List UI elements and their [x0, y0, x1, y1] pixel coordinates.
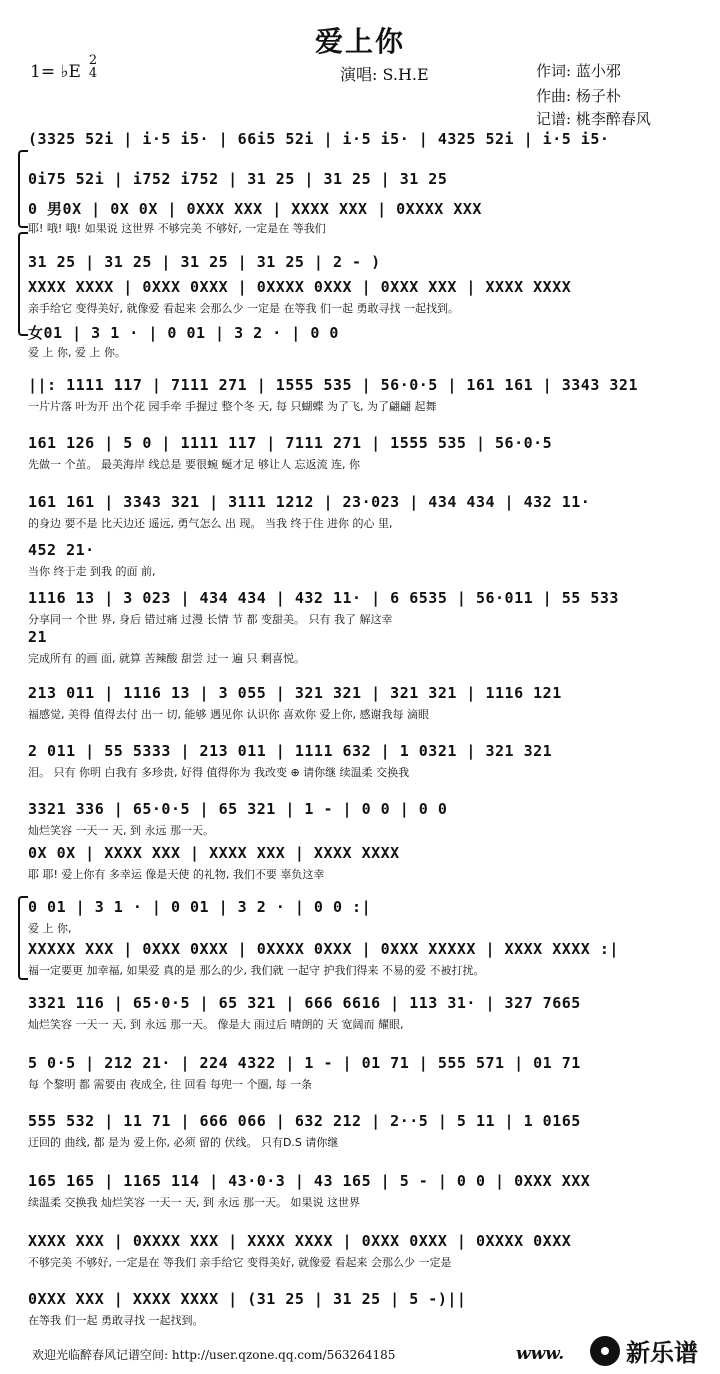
system-brace [18, 896, 28, 980]
transcriber: 记谱: 桃李醉春风 [536, 110, 651, 128]
site-url-fragment: www. [516, 1344, 565, 1364]
notation-line: 555 532 | 11 71 | 666 066 | 632 212 | 2··5 | 5 11 | 1 0165 [28, 1112, 581, 1130]
lyric-line: 每 个黎明 都 需要由 夜成全, 往 回看 每兜一 个圈, 每 一条 [28, 1078, 312, 1091]
site-logo [590, 1333, 698, 1368]
notation-line: 0X 0X | XXXX XXX | XXXX XXX | XXXX XXXX [28, 844, 400, 862]
notation-line: XXXXX XXX | 0XXX 0XXX | 0XXXX 0XXX | 0XXX XXXXX | XXXX XXXX :| [28, 940, 619, 958]
notation-line: 0XXX XXX | XXXX XXXX | (31 25 | 31 25 | 5 -)|| [28, 1290, 467, 1308]
notation-line: 3321 116 | 65·0·5 | 65 321 | 666 6616 | 113 31· | 327 7665 [28, 994, 581, 1012]
logo-text: 新乐谱 [626, 1339, 698, 1367]
system-brace [18, 232, 28, 336]
notation-line: ||: 1111 117 | 7111 271 | 1555 535 | 56·0·5 | 161 161 | 3343 321 [28, 376, 638, 394]
notation-line: 161 126 | 5 0 | 1111 117 | 7111 271 | 1555 535 | 56·0·5 [28, 434, 553, 452]
lyric-line: 的身边 要不是 比天边还 遥远, 勇气怎么 出 现。 当我 终于住 进你 的心 里, [28, 517, 393, 530]
lyric-line: 福感觉, 美得 值得去付 出一 切, 能够 遇见你 认识你 喜欢你 爱上你, 感谢我每 滴眼 [28, 708, 429, 721]
meter-top: 2 [88, 53, 98, 68]
key-signature: 1= ♭E [30, 62, 81, 82]
notation-line: 0 01 | 3 1 · | 0 01 | 3 2 · | 0 0 :| [28, 898, 372, 916]
lyric-line: 在等我 们一起 勇敢寻找 一起找到。 [28, 1314, 204, 1327]
notation-line: 165 165 | 1165 114 | 43·0·3 | 43 165 | 5 - | 0 0 | 0XXX XXX [28, 1172, 591, 1190]
lyric-line: 耶! 哦! 哦! 如果说 这世界 不够完美 不够好, 一定是在 等我们 [28, 222, 326, 235]
lyric-line: 完成所有 的画 面, 就算 苦辣酸 甜尝 过一 遍 只 剩喜悦。 [28, 652, 305, 665]
notation-line: (3325 52i | i·5 i5· | 66i5 52i | i·5 i5· | 4325 52i | i·5 i5· [28, 130, 610, 148]
notation-line: 5 0·5 | 212 21· | 224 4322 | 1 - | 01 71 | 555 571 | 01 71 [28, 1054, 581, 1072]
system-brace [18, 150, 28, 228]
lyric-line: 爱 上 你, 爱 上 你。 [28, 346, 126, 359]
notation-line: XXXX XXX | 0XXXX XXX | XXXX XXXX | 0XXX 0XXX | 0XXXX 0XXX [28, 1232, 572, 1250]
lyricist: 作词: 蓝小邪 [536, 62, 621, 80]
lyric-line: 分享同一 个世 界, 身后 错过痛 过漫 长情 节 都 变甜美。 只有 我了 解这幸 [28, 613, 393, 626]
meter-bottom: 4 [88, 66, 98, 81]
disc-icon [590, 1336, 620, 1366]
lyric-line: 灿烂笑容 一天一 天, 到 永远 那一天。 像是大 雨过后 晴朗的 天 宽阔而 耀眼, [28, 1018, 404, 1031]
lyric-line: 不够完美 不够好, 一定是在 等我们 亲手给它 变得美好, 就像爱 看起来 会那么少 一定是 [28, 1256, 452, 1269]
lyric-line: 灿烂笑容 一天一 天, 到 永远 那一天。 [28, 824, 214, 837]
lyric-line: 先做一 个茧。 最美海岸 线总是 要很蜿 蜒才足 够让人 忘返流 连, 你 [28, 458, 360, 471]
song-title: 爱上你 [314, 25, 405, 58]
lyric-line: 泪。 只有 你明 白我有 多珍贵, 好得 值得你为 我改变 ⊕ 请你继 续温柔 交换我 [28, 766, 410, 779]
notation-line: 0i75 52i | i752 i752 | 31 25 | 31 25 | 31 25 [28, 170, 448, 188]
lyric-line: 福一定要更 加幸福, 如果爱 真的是 那么的少, 我们就 一起守 护我们得来 不易的爱 不被打扰。 [28, 964, 485, 977]
lyric-line: 爱 上 你, [28, 922, 72, 935]
lyric-line: 耶 耶! 爱上你有 多幸运 像是天使 的礼物, 我们不要 辜负这幸 [28, 868, 325, 881]
lyric-line: 一片片落 叶为开 出个花 园手牵 手握过 整个冬 天, 每 只蝴蝶 为了飞, 为了翩翩 起舞 [28, 400, 437, 413]
notation-line: 21 [28, 628, 48, 646]
notation-line: 2 011 | 55 5333 | 213 011 | 1111 632 | 1 0321 | 321 321 [28, 742, 553, 760]
notation-line: 452 21· [28, 541, 95, 559]
notation-line: 161 161 | 3343 321 | 3111 1212 | 23·023 | 434 434 | 432 11· [28, 493, 591, 511]
notation-line: 女01 | 3 1 · | 0 01 | 3 2 · | 0 0 [28, 324, 339, 342]
singer: 演唱: S.H.E [340, 65, 429, 84]
notation-line: 1116 13 | 3 023 | 434 434 | 432 11· | 6 6535 | 56·011 | 55 533 [28, 589, 619, 607]
lyric-line: 亲手给它 变得美好, 就像爱 看起来 会那么少 一定是 在等我 们一起 勇敢寻找 一起找到。 [28, 302, 459, 315]
lyric-line: 迂回的 曲线, 都 是为 爱上你, 必须 留的 伏线。 只有D.S 请你继 [28, 1136, 339, 1149]
notation-line: 31 25 | 31 25 | 31 25 | 31 25 | 2 - ) [28, 253, 381, 271]
lyric-line: 当你 终于走 到我 的面 前, [28, 565, 156, 578]
notation-line: 213 011 | 1116 13 | 3 055 | 321 321 | 321 321 | 1116 121 [28, 684, 562, 702]
notation-line: XXXX XXXX | 0XXX 0XXX | 0XXXX 0XXX | 0XXX XXX | XXXX XXXX [28, 278, 572, 296]
notation-line: 0 男0X | 0X 0X | 0XXX XXX | XXXX XXX | 0XXXX XXX [28, 200, 482, 218]
notation-line: 3321 336 | 65·0·5 | 65 321 | 1 - | 0 0 | 0 0 [28, 800, 448, 818]
lyric-line: 续温柔 交换我 灿烂笑容 一天一 天, 到 永远 那一天。 如果说 这世界 [28, 1196, 360, 1209]
time-signature [86, 54, 100, 80]
composer: 作曲: 杨子朴 [536, 87, 621, 105]
footer-text: 欢迎光临醉春风记谱空间: http://user.qzone.qq.com/563264185 [32, 1348, 396, 1362]
